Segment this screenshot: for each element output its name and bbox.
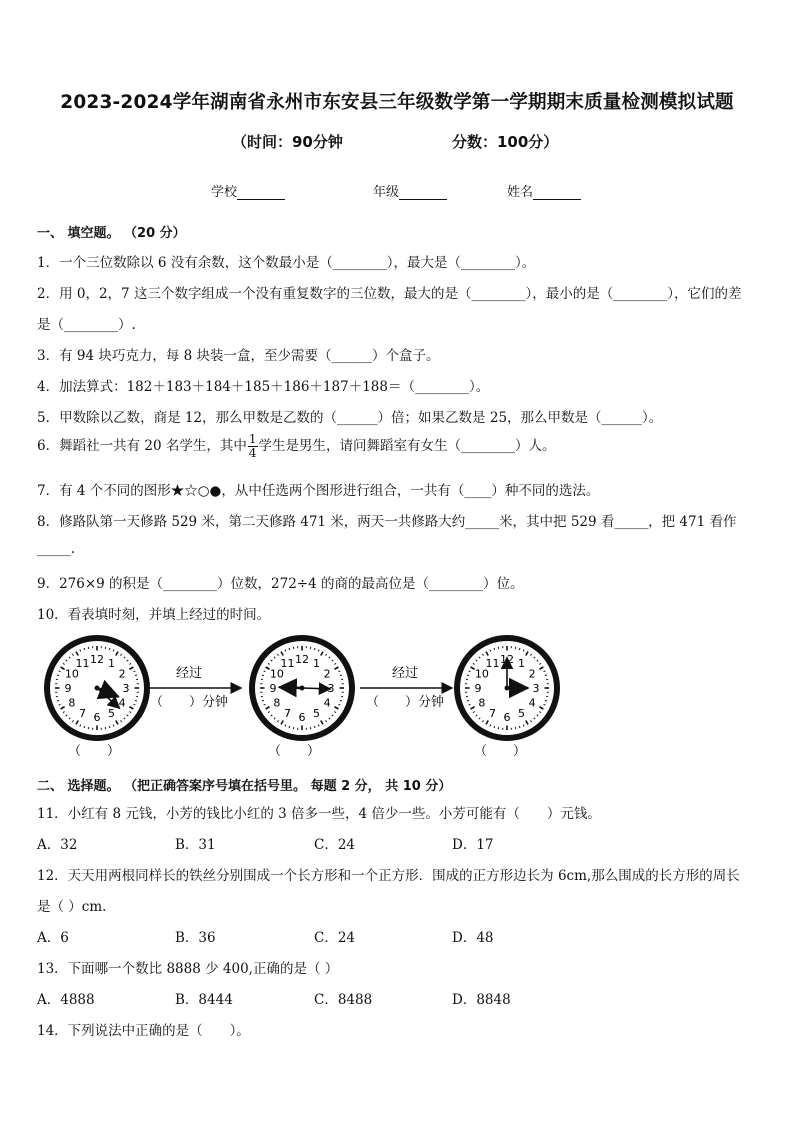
fraction-one-quarter xyxy=(248,433,258,460)
question-9: 9．276×9 的积是（________）位数，272÷4 的商的最高位是（________）位。 xyxy=(37,576,524,592)
question-13: 13．下面哪一个数比 8888 少 400,正确的是（ ） xyxy=(37,961,339,977)
question-2-line-2: 是（________）. xyxy=(37,317,136,333)
clock-tick xyxy=(545,700,547,701)
clock-tick xyxy=(494,726,495,728)
clock-number: 12 xyxy=(90,653,104,666)
arrow-2-label: 经过 xyxy=(392,666,419,681)
clock-1 xyxy=(47,638,147,738)
clock-2 xyxy=(252,638,352,738)
hour-hand xyxy=(280,687,302,688)
arrow-1-minutes: （ ）分钟 xyxy=(150,695,229,710)
clock-tick xyxy=(314,726,315,728)
clock-number: 4 xyxy=(118,696,126,710)
question-14: 14．下列说法中正确的是（ ）。 xyxy=(37,1023,250,1039)
exam-score: 分数：100分） xyxy=(452,133,559,151)
question-7: 7．有 4 个不同的图形★☆○●，从中任选两个图形进行组合，一共有（____）种不同的选法。 xyxy=(37,483,600,499)
q11-option-d[interactable]: D．17 xyxy=(452,837,494,853)
arrow-1-label: 经过 xyxy=(176,666,203,681)
clock-number: 10 xyxy=(269,667,284,681)
grade-label: 年级 xyxy=(373,185,400,200)
clock-number: 4 xyxy=(528,696,536,710)
name-field xyxy=(507,181,581,200)
clock-number: 12 xyxy=(500,653,514,666)
clock-number: 7 xyxy=(79,707,86,721)
clock-tick xyxy=(84,648,85,650)
q13-option-a[interactable]: A．4888 xyxy=(37,992,95,1008)
grade-field xyxy=(373,181,447,200)
clock-tick xyxy=(519,648,520,650)
fraction-denominator: 4 xyxy=(248,446,257,460)
clock-number: 6 xyxy=(298,711,306,724)
clock-number: 8 xyxy=(478,696,486,710)
q13-option-b[interactable]: B．8444 xyxy=(175,992,233,1008)
q11-option-a[interactable]: A．32 xyxy=(37,837,78,853)
name-blank[interactable] xyxy=(533,185,581,200)
clock-number: 3 xyxy=(327,682,335,695)
q13-option-c[interactable]: C．8488 xyxy=(314,992,373,1008)
q12-option-d[interactable]: D．48 xyxy=(452,930,494,946)
clock-tick xyxy=(289,726,290,728)
question-3: 3．有 94 块巧克力，每 8 块装一盒，至少需要（______）个盒子。 xyxy=(37,348,440,364)
q12-option-a[interactable]: A．6 xyxy=(37,930,69,946)
clock-number: 6 xyxy=(503,711,511,724)
clock-number: 1 xyxy=(518,656,525,670)
question-6-after: 学生是男生，请问舞蹈室有女生（________）人。 xyxy=(258,438,556,454)
clock-number: 10 xyxy=(474,667,489,681)
clock-number: 10 xyxy=(64,667,79,681)
question-4: 4．加法算式：182＋183＋184＋185＋186＋187＋188＝（________）。 xyxy=(37,379,490,395)
school-label: 学校 xyxy=(211,185,238,200)
grade-blank[interactable] xyxy=(399,185,447,200)
clocks-figure xyxy=(36,632,576,762)
clock-tick xyxy=(57,700,59,701)
question-1: 1．一个三位数除以 6 没有余数，这个数最小是（________），最大是（________）。 xyxy=(37,255,536,271)
exam-time: （时间：90分钟 xyxy=(232,133,343,151)
clock-number: 3 xyxy=(532,682,540,695)
clock-tick xyxy=(289,648,290,650)
clock-number: 8 xyxy=(68,696,76,710)
clock-tick xyxy=(135,675,137,676)
clock-number: 11 xyxy=(280,656,295,670)
q11-option-c[interactable]: C．24 xyxy=(314,837,356,853)
clock-number: 2 xyxy=(118,667,126,681)
q12-option-c[interactable]: C．24 xyxy=(314,930,356,946)
clock-tick xyxy=(467,675,469,676)
question-11: 11．小红有 8 元钱，小芳的钱比小红的 3 倍多一些，4 倍少一些。小芳可能有（ ）元钱。 xyxy=(37,806,601,822)
question-12-line-1: 12．天天用两根同样长的铁丝分别围成一个长方形和一个正方形．围成的正方形边长为 6cm,那么围成的长方形的周长 xyxy=(37,868,740,884)
clock-tick xyxy=(135,700,137,701)
q12-option-b[interactable]: B．36 xyxy=(175,930,216,946)
section-fill-blank-heading: 一、 填空题。 （20 分） xyxy=(37,226,186,241)
clock-tick xyxy=(57,675,59,676)
clock-number: 5 xyxy=(518,707,525,721)
clock-number: 7 xyxy=(284,707,291,721)
clock-center xyxy=(505,686,510,691)
clock-tick xyxy=(314,648,315,650)
arrow-2-minutes: （ ）分钟 xyxy=(366,695,445,710)
question-10: 10．看表填时刻，并填上经过的时间。 xyxy=(37,607,271,623)
clock-number: 5 xyxy=(108,707,115,721)
clock-3 xyxy=(457,638,557,738)
question-6 xyxy=(37,433,556,460)
clock-number: 2 xyxy=(528,667,536,681)
clock-3-answer: （ ） xyxy=(474,744,527,759)
clock-tick xyxy=(467,700,469,701)
question-12-line-2: 是（ ）cm. xyxy=(37,899,107,915)
name-label: 姓名 xyxy=(507,185,534,200)
clock-tick xyxy=(494,648,495,650)
page-title: 2023-2024学年湖南省永州市东安县三年级数学第一学期期末质量检测模拟试题 xyxy=(60,92,734,113)
clock-tick xyxy=(519,726,520,728)
fraction-numerator: 1 xyxy=(248,432,257,446)
school-blank[interactable] xyxy=(237,185,285,200)
clock-1-answer: （ ） xyxy=(68,744,121,759)
clock-2-answer: （ ） xyxy=(268,744,321,759)
clock-number: 3 xyxy=(122,682,130,695)
q13-option-d[interactable]: D．8848 xyxy=(452,992,511,1008)
clock-number: 6 xyxy=(93,711,101,724)
clock-center xyxy=(95,686,100,691)
clock-number: 8 xyxy=(273,696,281,710)
clock-tick xyxy=(109,648,110,650)
clock-number: 9 xyxy=(64,682,72,695)
clock-tick xyxy=(340,675,342,676)
question-6-before: 6．舞蹈社一共有 20 名学生，其中 xyxy=(37,438,247,454)
q11-option-b[interactable]: B．31 xyxy=(175,837,216,853)
section-choice-heading: 二、 选择题。 （把正确答案序号填在括号里。 每题 2 分， 共 10 分） xyxy=(37,779,452,794)
question-5: 5．甲数除以乙数，商是 12，那么甲数是乙数的（______）倍；如果乙数是 25，那么甲数是（______）。 xyxy=(37,410,663,426)
clock-tick xyxy=(84,726,85,728)
clock-number: 12 xyxy=(295,653,309,666)
clock-number: 2 xyxy=(323,667,331,681)
question-8-line-2: _____. xyxy=(37,541,76,557)
clock-number: 4 xyxy=(323,696,331,710)
minute-hand xyxy=(302,688,330,689)
clock-number: 9 xyxy=(474,682,482,695)
clock-tick xyxy=(545,675,547,676)
question-2-line-1: 2．用 0，2，7 这三个数字组成一个没有重复数字的三位数，最大的是（________），最小的是（________），它们的差 xyxy=(37,286,742,302)
clock-number: 7 xyxy=(489,707,496,721)
school-field xyxy=(211,181,285,200)
clock-number: 9 xyxy=(269,682,277,695)
clock-tick xyxy=(262,675,264,676)
question-8-line-1: 8．修路队第一天修路 529 米，第二天修路 471 米，两天一共修路大约_____米，其中把 529 看_____，把 471 看作 xyxy=(37,514,737,530)
clock-number: 5 xyxy=(313,707,320,721)
clock-number: 1 xyxy=(108,656,115,670)
clock-number: 11 xyxy=(485,656,500,670)
clock-tick xyxy=(109,726,110,728)
clock-center xyxy=(300,686,305,691)
clock-number: 1 xyxy=(313,656,320,670)
clock-tick xyxy=(340,700,342,701)
clock-number: 11 xyxy=(75,656,90,670)
clock-tick xyxy=(262,700,264,701)
